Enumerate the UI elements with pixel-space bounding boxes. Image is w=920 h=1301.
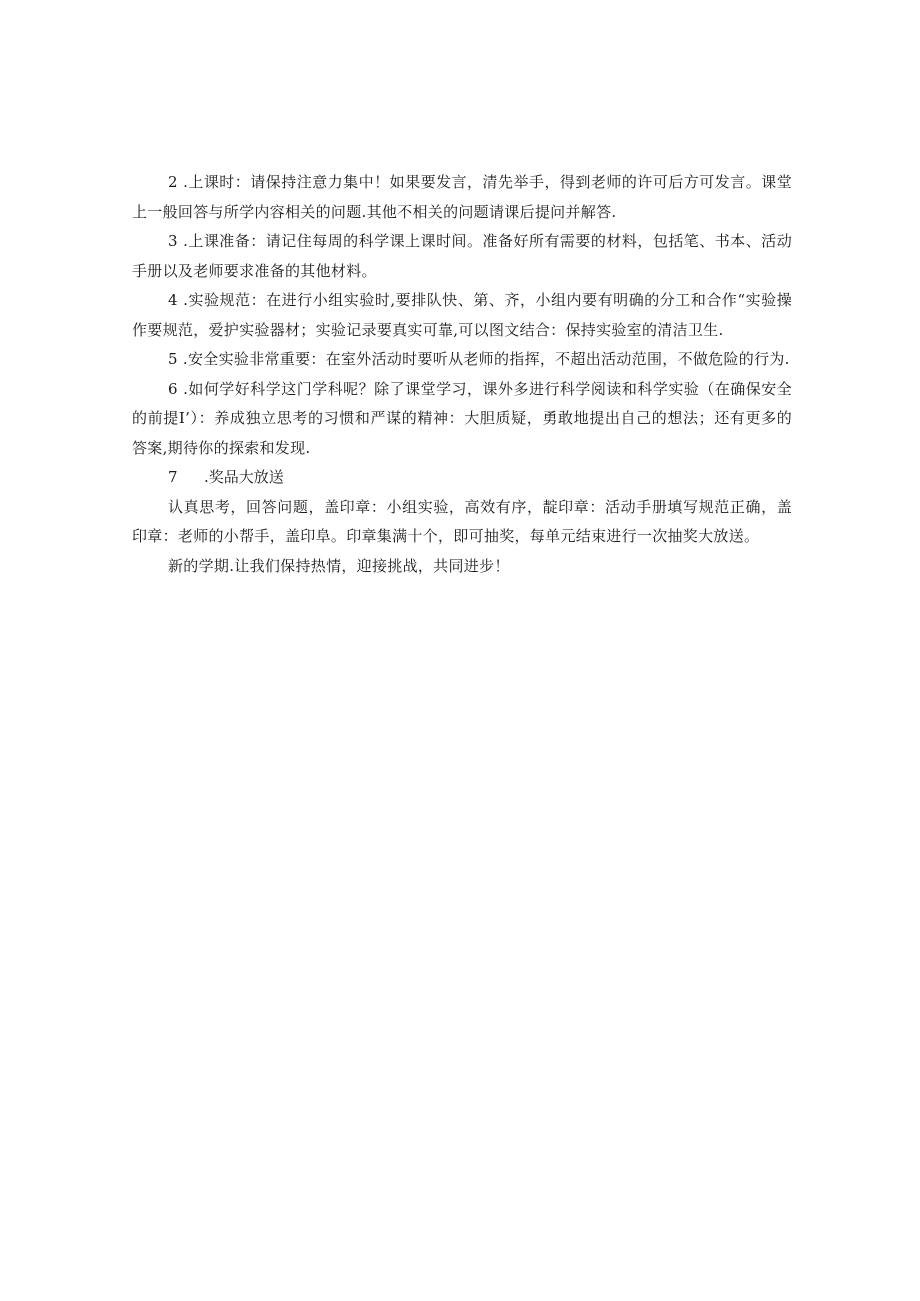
paragraph-reward: 认真思考，回答问题，盖印章：小组实验，高效有序，靛印章：活动手册填写规范正确，盖印章：老师的小帮手，盖印阜。印章集满十个，即可抽奖，每单元结束进行一次抽奖大放送。: [132, 497, 792, 545]
paragraph-item-2: 2 .上课时：请保持注意力集中！如果要发言，清先举手，得到老师的许可后方可发言。课堂上一般回答与所学内容相关的问题.其他不相关的问题请课后提问并解答.: [132, 173, 792, 221]
paragraph-item-3: 3 .上课准备：请记住每周的科学课上课时间。准备好所有需要的材料，包括笔、书本、活动手册以及老师要求准备的其他材料。: [132, 232, 792, 280]
item-7-title: .奖品大放送: [204, 468, 284, 486]
heading-item-7: [132, 463, 792, 493]
paragraph-closing: 新的学期.让我们保持热情，迎接挑战，共同进步！: [168, 556, 510, 575]
paragraph-item-4: 4 .实验规范：在进行小组实验时,要排队快、第、齐，小组内要有明确的分工和合作“实验操作要规范，爱护实验器材；实验记录要真实可靠,可以图文结合：保持实验室的清洁卫生.: [132, 291, 792, 339]
paragraph-item-5: 5 .安全实验非常重要：在室外活动时要听从老师的指挥，不超出活动范围，不做危险的行为.: [168, 350, 790, 368]
document-body: [132, 168, 792, 581]
item-7-number: 7: [168, 468, 178, 486]
paragraph-item-6: 6 .如何学好科学这门学科呢？除了课堂学习，课外多进行科学阅读和科学实验（在确保安全的前提I’）：养成独立思考的习惯和严谋的精神：大胆质疑，勇敢地提出自己的想法；还有更多的答案,期待你的探索和发现.: [132, 379, 792, 457]
